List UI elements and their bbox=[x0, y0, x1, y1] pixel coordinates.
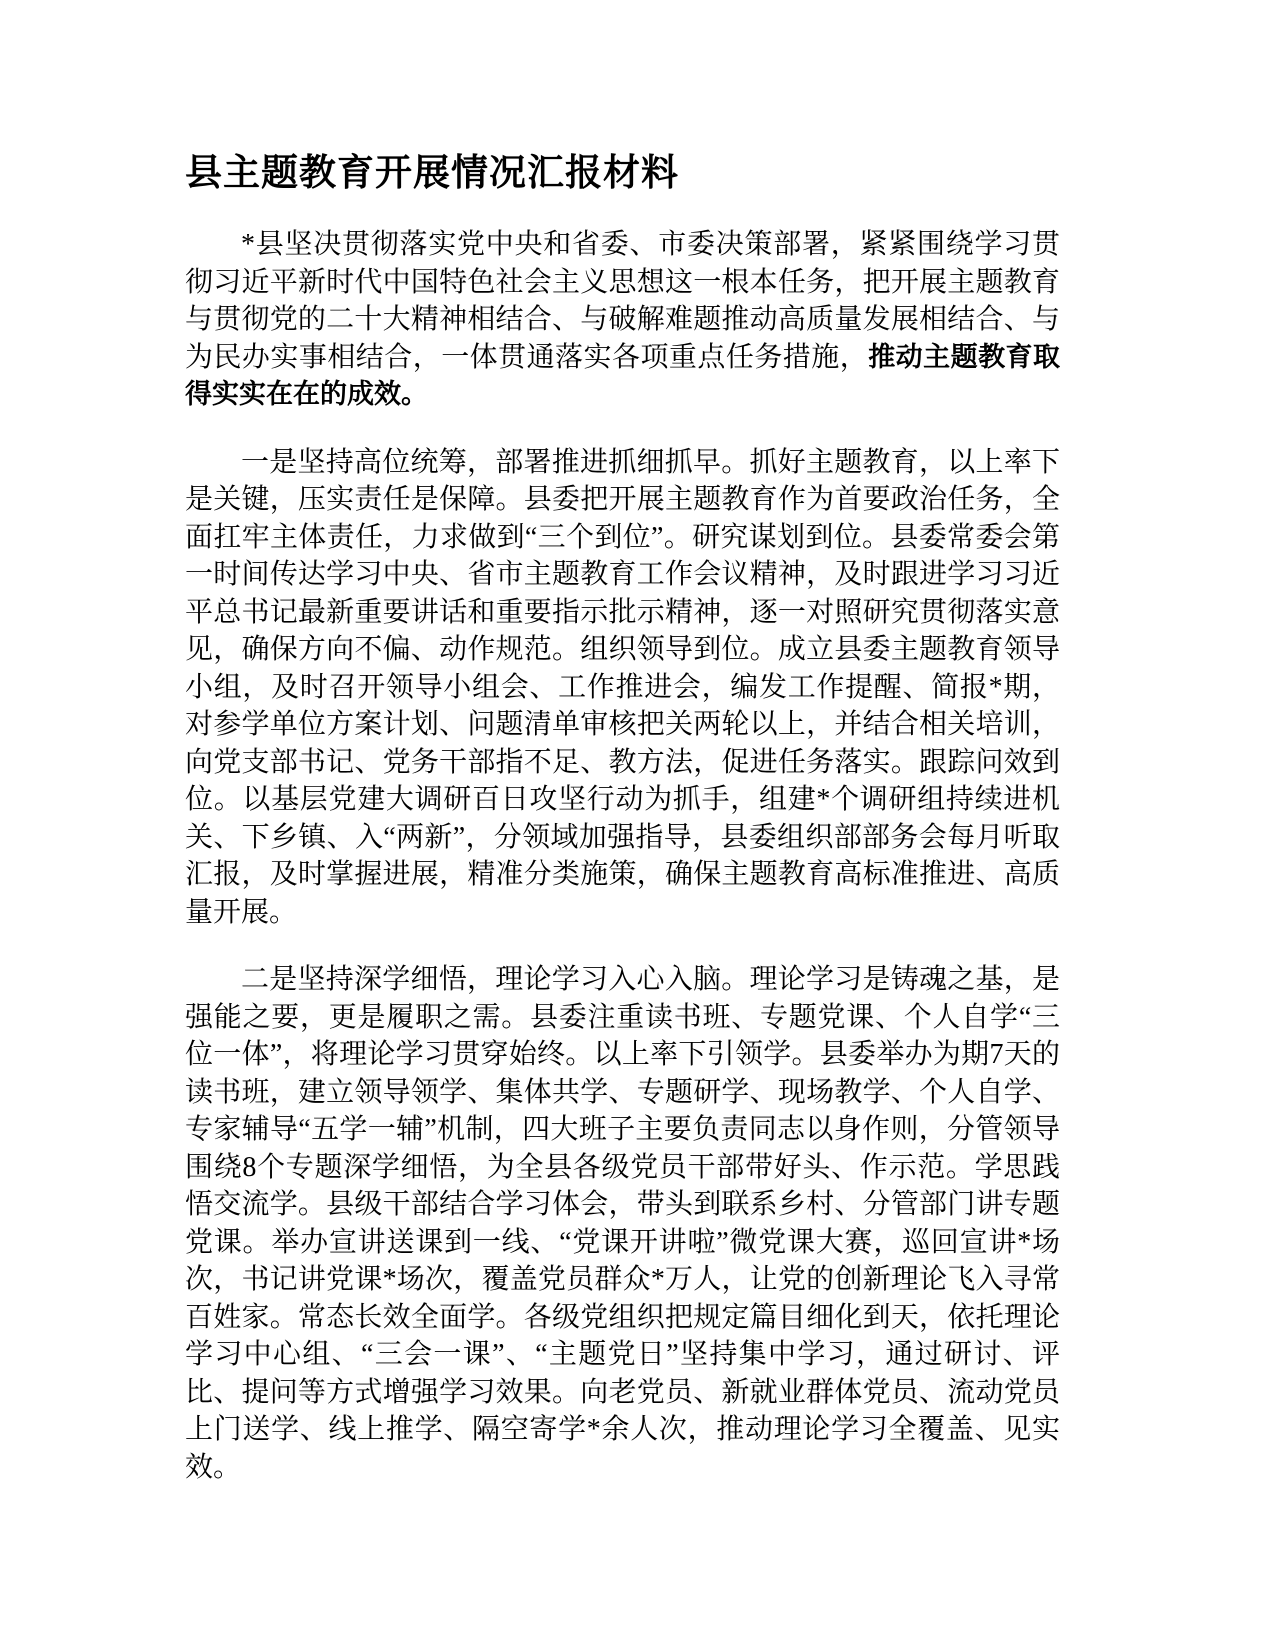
paragraph-intro-text: *县坚决贯彻落实党中央和省委、市委决策部署，紧紧围绕学习贯彻习近平新时代中国特色社会主义思想这一根本任务，把开展主题教育与贯彻党的二十大精神相结合、与破解难题推动高质量发展相结合、与为民办实事相结合，一体贯通落实各项重点任务措施， bbox=[185, 229, 1060, 373]
paragraph-intro-bold-text: 推动主题教育取得实实在在的成效。 bbox=[185, 341, 1060, 409]
paragraph-section-two-text: 二是坚持深学细悟，理论学习入心入脑。理论学习是铸魂之基，是强能之要，更是履职之需。县委注重读书班、专题党课、个人自学“三位一体”，将理论学习贯穿始终。以上率下引领学。县委举办为期7天的读书班，建立领导领学、集体共学、专题研学、现场教学、个人自学、专家辅导“五学一辅”机制，四大班子主要负责同志以身作则，分管领导围绕8个专题深学细悟，为全县各级党员干部带好头、作示范。学思践悟交流学。县级干部结合学习体会，带头到联系乡村、分管部门讲专题党课。举办宣讲送课到一线、“党课开讲啦”微党课大赛，巡回宣讲*场次，书记讲党课*场次，覆盖党员群众*万人，让党的创新理论飞入寻常百姓家。常态长效全面学。各级党组织把规定篇目细化到天，依托理论学习中心组、“三会一课”、“主题党日”坚持集中学习，通过研讨、评比、提问等方式增强学习效果。向老党员、新就业群体党员、流动党员上门送学、线上推学、隔空寄学*余人次，推动理论学习全覆盖、见实效。 bbox=[185, 964, 1060, 1483]
paragraph-section-one bbox=[185, 444, 1060, 932]
paragraph-section-two bbox=[185, 961, 1060, 1486]
document-title: 县主题教育开展情况汇报材料 bbox=[185, 152, 679, 193]
paragraph-intro bbox=[185, 226, 1060, 414]
paragraph-section-one-text: 一是坚持高位统筹，部署推进抓细抓早。抓好主题教育，以上率下是关键，压实责任是保障。县委把开展主题教育作为首要政治任务，全面扛牢主体责任，力求做到“三个到位”。研究谋划到位。县委常委会第一时间传达学习中央、省市主题教育工作会议精神，及时跟进学习习近平总书记最新重要讲话和重要指示批示精神，逐一对照研究贯彻落实意见，确保方向不偏、动作规范。组织领导到位。成立县委主题教育领导小组，及时召开领导小组会、工作推进会，编发工作提醒、简报*期，对参学单位方案计划、问题清单审核把关两轮以上，并结合相关培训，向党支部书记、党务干部指不足、教方法，促进任务落实。跟踪问效到位。以基层党建大调研百日攻坚行动为抓手，组建*个调研组持续进机关、下乡镇、入“两新”，分领域加强指导，县委组织部部务会每月听取汇报，及时掌握进展，精准分类施策，确保主题教育高标准推进、高质量开展。 bbox=[185, 446, 1060, 928]
